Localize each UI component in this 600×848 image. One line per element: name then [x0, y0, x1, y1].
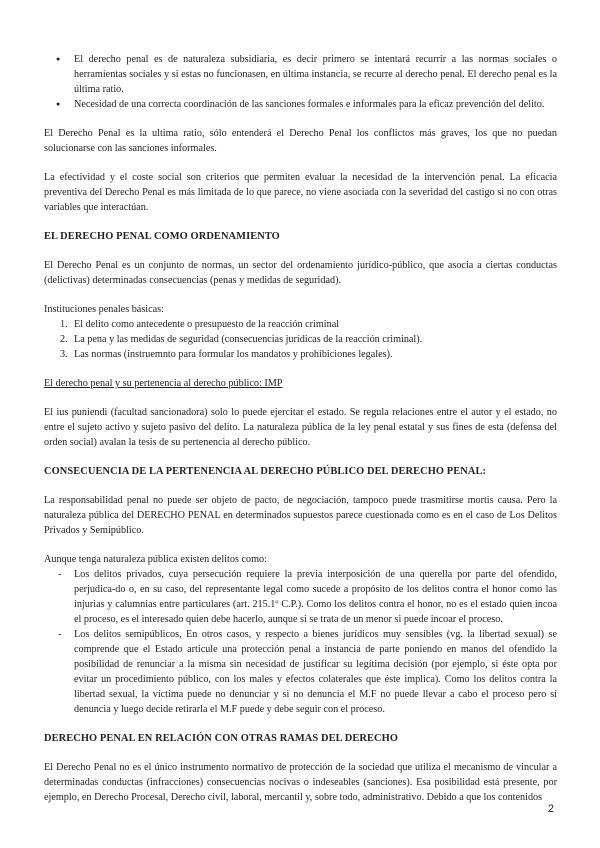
paragraph-aunque: Aunque tenga naturaleza pública existen delitos como: [44, 554, 267, 565]
list-item: 2. La pena y las medidas de seguridad (consecuencias jurídicas de la reacción criminal). [60, 334, 423, 345]
page-number: 2 [547, 803, 554, 815]
paragraph-ultima-ratio: El Derecho Penal es la ultima ratio, sólo entenderá el Derecho Penal los conflictos más graves, los que no puedan solucionarse con las sanciones informales. [44, 128, 557, 154]
list-item: - Los delitos privados, cuya persecución requiere la previa interposición de una querella por parte del ofendido, perjudica-do o, en su caso, del representante legal como sucede a propósito de los delitos contra el honor como las injurias y calumnias entre particulares (art. 215.1º C.P.). Como los delitos contra el honor, no es el estado quien incoa el proceso, es el interesado quien debe hacerlo, aunque si se trata de un menor si puede incoar el proceso. [44, 567, 557, 627]
instituciones-label: Instituciones penales básicas: [44, 304, 164, 315]
list-item: 1. El delito como antecedente o presupuesto de la reacción criminal [60, 319, 340, 330]
subheading-pertenencia: El derecho penal y su pertenencia al derecho público: IMP [44, 378, 283, 389]
paragraph-efectividad: La efectividad y el coste social son criterios que permiten evaluar la necesidad de la intervención penal. La eficacia preventiva del Derecho Penal es más limitada de lo que parece, no viene asociada con la severidad del castigo si no con otras variables que interactúan. [44, 172, 557, 213]
paragraph-ius-puniendi: El ius puniendi (facultad sancionadora) solo lo puede ejercitar el estado. Se regula relaciones entre el autor y el estado, no entre el sujeto activo y sujeto pasivo del delito. La naturaleza pública de la ley penal estatal y sus fines de esta (defensa del orden social) avalan la tesis de su pertenencia al derecho público. [44, 407, 557, 448]
paragraph-otras-ramas: El Derecho Penal no es el único instrumento normativo de protección de la sociedad que utiliza el mecanismo de vincular a determinadas conductas (infracciones) consecuencias nocivas o indeseables (sanciones). Esa posibilidad está presente, por ejemplo, en Derecho Procesal, Derecho civil, laboral, mercantil y, sobre todo, administrativo. Debido a que los contenidos [44, 762, 557, 803]
bullet-list-top [44, 52, 557, 112]
paragraph-conjunto-normas: El Derecho Penal es un conjunto de normas, un sector del ordenamiento jurídico-público, que asocia a ciertas conductas (delictivas) determinadas consecuencias (penas y medidas de seguridad). [44, 260, 557, 286]
list-item: 3. Las normas (instruemnto para formular los mandatos y prohibiciones legales). [60, 349, 393, 360]
heading-consecuencia: CONSECUENCIA DE LA PERTENENCIA AL DERECHO PÚBLICO DEL DERECHO PENAL: [44, 466, 487, 477]
delitos-list [44, 567, 557, 717]
instituciones-list [44, 317, 557, 362]
page-content [44, 52, 557, 805]
paragraph-responsabilidad: La responsabilidad penal no puede ser objeto de pacto, de negociación, tampoco puede trasmitirse mortis causa. Pero la naturaleza pública del DERECHO PENAL en determinados supuestos parece cuestionada como es en el caso de Los Delitos Privados y Semipúblico. [44, 495, 557, 536]
heading-otras-ramas: DERECHO PENAL EN RELACIÓN CON OTRAS RAMAS DEL DERECHO [44, 733, 399, 744]
list-item: ● El derecho penal es de naturaleza subsidiaria, es decir primero se intentará recurrir a las normas sociales o herramientas sociales y si estas no funcionasen, en última instancia, se recurre al derecho penal. El derecho penal es la última ratio. [44, 52, 557, 97]
heading-ordenamiento: EL DERECHO PENAL COMO ORDENAMIENTO [44, 231, 280, 242]
list-item: ● Necesidad de una correcta coordinación de las sanciones formales e informales para la eficaz prevención del delito. [44, 97, 557, 112]
list-item: - Los delitos semipúblicos, En otros casos, y respecto a bienes jurídicos muy sensibles (vg. la libertad sexual) se comprende que el Estado articule una protección penal a instancia de parte poniendo en manos del ofendido la posibilidad de renunciar a la misma sin necesidad de justificar su legítima decisión (por ejemplo, si éste opta por evitar un procedimiento público, con los males y efectos colaterales que éste implica). Como los delitos contra la libertad sexual, la víctima puede no denunciar y si no denuncia el M.F no puede llevar a cabo el proceso pero sí denuncia y luego decide retirarla el M.F puede y debe seguir con el proceso. [44, 627, 557, 717]
